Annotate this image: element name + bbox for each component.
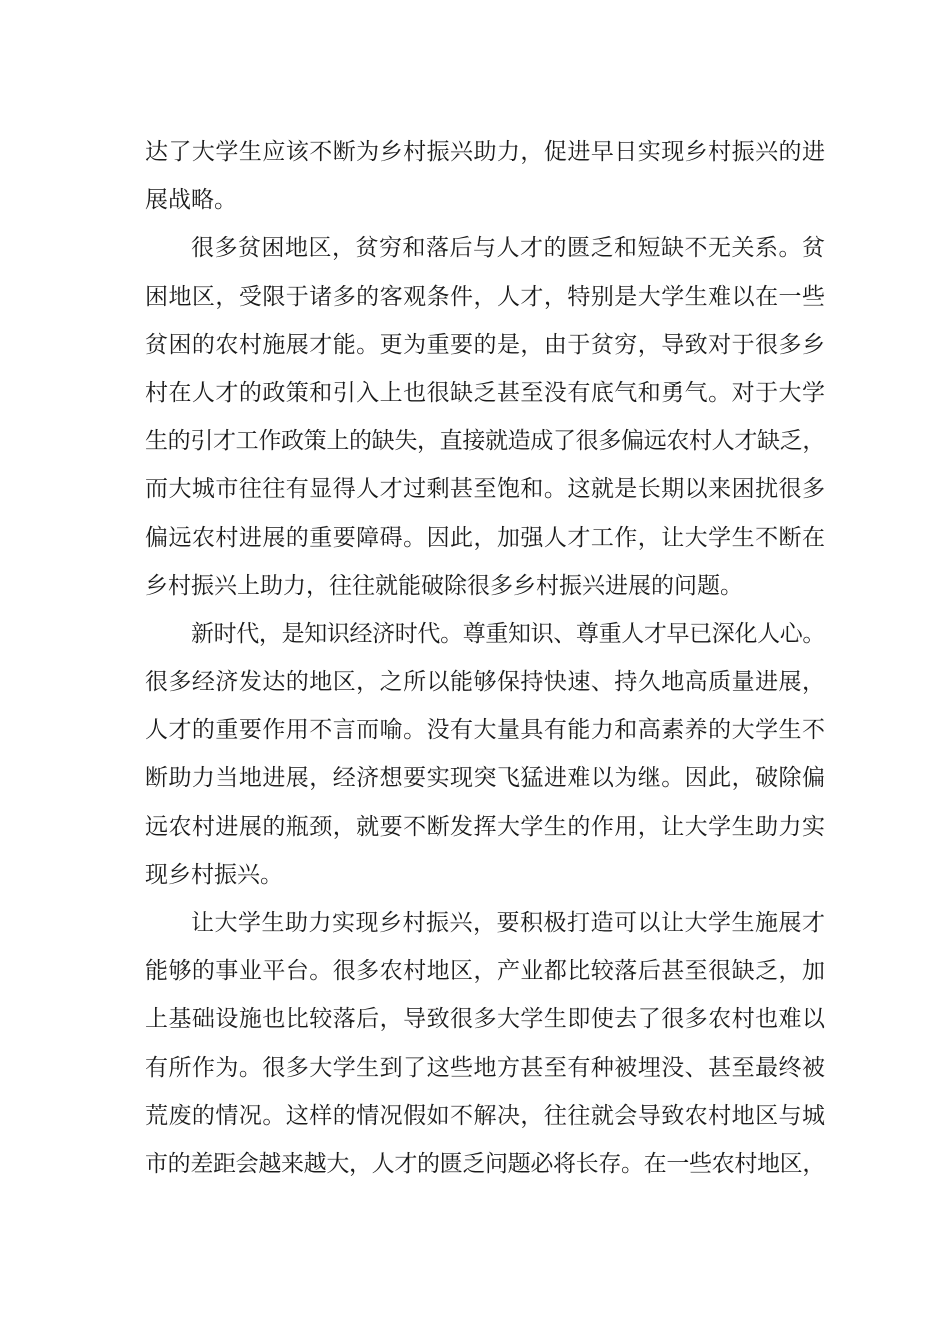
text-line: 现乡村振兴。 [145, 861, 283, 888]
text-line: 市的差距会越来越大，人才的匮乏问题必将长存。在一些农村地区， [145, 1150, 826, 1177]
text-line: 新时代，是知识经济时代。尊重知识、尊重人才早已深化人心。 [191, 620, 826, 647]
text-line: 让大学生助力实现乡村振兴，要积极打造可以让大学生施展才 [191, 910, 826, 936]
text-line: 生的引才工作政策上的缺失，直接就造成了很多偏远农村人才缺乏， [145, 428, 826, 455]
text-line: 远农村进展的瓶颈，就要不断发挥大学生的作用，让大学生助力实 [145, 813, 826, 840]
text-line: 达了大学生应该不断为乡村振兴助力，促进早日实现乡村振兴的进 [145, 139, 826, 165]
text-line: 村在人才的政策和引入上也很缺乏甚至没有底气和勇气。对于大学 [145, 379, 826, 406]
text-line: 上基础设施也比较落后，导致很多大学生即使去了很多农村也难以 [145, 1006, 826, 1033]
text-line: 而大城市往往有显得人才过剩甚至饱和。这就是长期以来困扰很多 [145, 476, 826, 503]
text-line: 展战略。 [145, 187, 237, 214]
text-line: 断助力当地进展，经济想要实现突飞猛进难以为继。因此，破除偏 [145, 765, 826, 792]
text-line: 乡村振兴上助力，往往就能破除很多乡村振兴进展的问题。 [145, 572, 743, 599]
text-line: 困地区，受限于诸多的客观条件，人才，特别是大学生难以在一些 [145, 283, 826, 310]
text-line: 能够的事业平台。很多农村地区，产业都比较落后甚至很缺乏，加 [145, 958, 826, 985]
body-text [145, 128, 825, 1188]
text-line: 偏远农村进展的重要障碍。因此，加强人才工作，让大学生不断在 [145, 524, 826, 551]
text-line: 有所作为。很多大学生到了这些地方甚至有种被埋没、甚至最终被 [145, 1054, 826, 1081]
text-line: 很多经济发达的地区，之所以能够保持快速、持久地高质量进展， [145, 669, 826, 696]
text-line: 贫困的农村施展才能。更为重要的是，由于贫穷，导致对于很多乡 [145, 331, 826, 358]
text-line: 荒废的情况。这样的情况假如不解决，往往就会导致农村地区与城 [145, 1102, 826, 1129]
text-line: 人才的重要作用不言而喻。没有大量具有能力和高素养的大学生不 [145, 717, 826, 744]
text-line: 很多贫困地区，贫穷和落后与人才的匮乏和短缺不无关系。贫 [191, 235, 826, 262]
